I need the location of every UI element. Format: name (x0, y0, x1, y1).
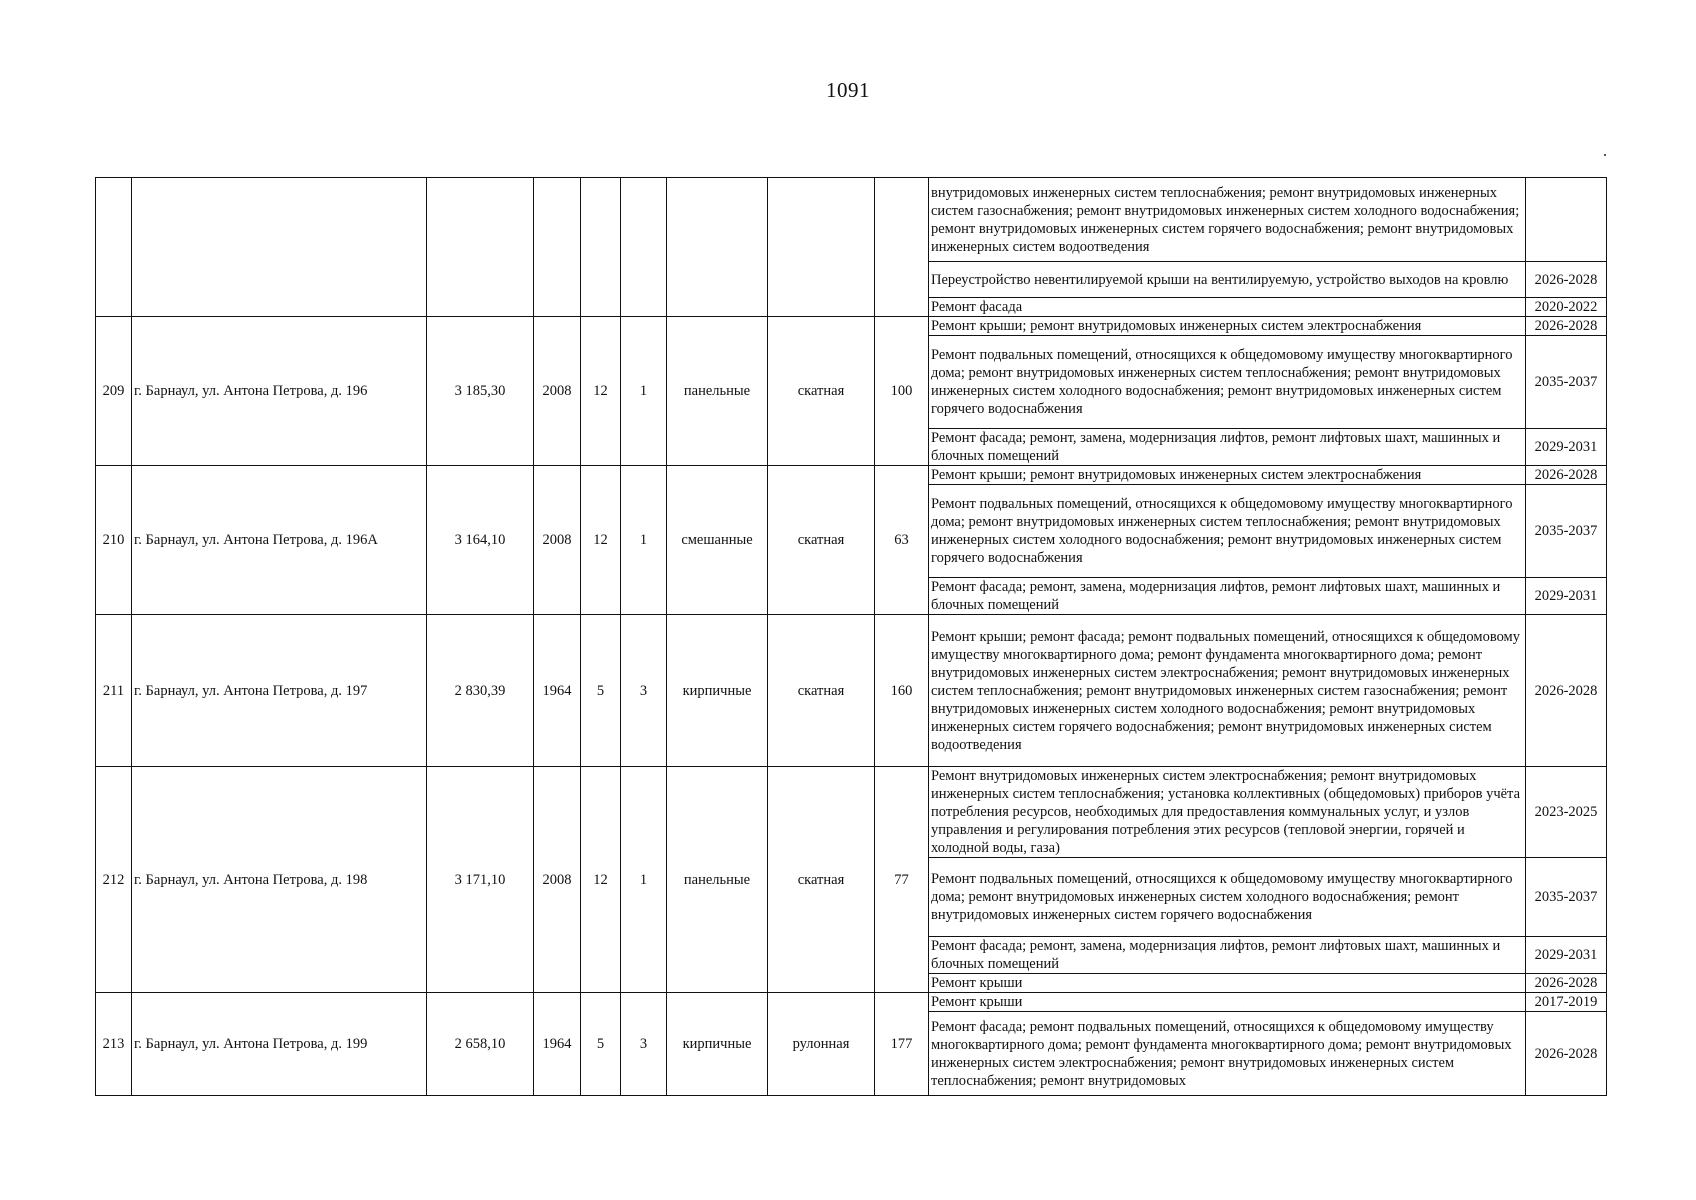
period-cell: 2026-2028 (1526, 317, 1607, 336)
roof-type-cell: скатная (768, 317, 875, 466)
roof-type-cell (768, 178, 875, 317)
row-number: 212 (96, 767, 132, 993)
floors-cell (581, 178, 621, 317)
wall-material-cell: панельные (667, 317, 768, 466)
period-cell: 2035-2037 (1526, 336, 1607, 429)
period-cell: 2026-2028 (1526, 974, 1607, 993)
works-cell: Ремонт подвальных помещений, относящихся к общедомовому имуществу многоквартирного дома; ремонт внутридомовых инженерных систем теплоснабжения; ремонт внутридомовых инженерных систем холодного водоснабжения; ремонт внутридомовых инженерных систем горячего водоснабжения (929, 485, 1526, 578)
roof-type-cell: скатная (768, 615, 875, 767)
roof-type-cell: скатная (768, 767, 875, 993)
table-row (96, 615, 1607, 767)
apartments-cell: 77 (875, 767, 929, 993)
floors-cell: 5 (581, 993, 621, 1096)
row-number (96, 178, 132, 317)
area-cell: 2 658,10 (427, 993, 534, 1096)
table-row (96, 178, 1607, 262)
entrances-cell (621, 178, 667, 317)
apartments-cell: 160 (875, 615, 929, 767)
table-row (96, 767, 1607, 858)
floors-cell: 5 (581, 615, 621, 767)
works-cell: Ремонт крыши; ремонт фасада; ремонт подвальных помещений, относящихся к общедомовому имуществу многоквартирного дома; ремонт фундамента многоквартирного дома; ремонт внутридомовых инженерных систем электроснабжения; ремонт внутридомовых инженерных систем теплоснабжения; ремонт внутридомовых инженерных систем газоснабжения; ремонт внутридомовых инженерных систем холодного водоснабжения; ремонт внутридомовых инженерных систем горячего водоснабжения; ремонт внутридомовых инженерных систем водоотведения (929, 615, 1526, 767)
period-cell: 2017-2019 (1526, 993, 1607, 1012)
entrances-cell: 1 (621, 466, 667, 615)
apartments-cell: 100 (875, 317, 929, 466)
year-cell: 1964 (534, 615, 581, 767)
works-cell: Ремонт крыши; ремонт внутридомовых инженерных систем электроснабжения (929, 317, 1526, 336)
works-cell: Ремонт подвальных помещений, относящихся к общедомовому имуществу многоквартирного дома; ремонт внутридомовых инженерных систем холодного водоснабжения; ремонт внутридомовых инженерных систем горячего водоснабжения (929, 858, 1526, 937)
address-cell: г. Барнаул, ул. Антона Петрова, д. 196 (132, 317, 427, 466)
period-cell: 2035-2037 (1526, 858, 1607, 937)
floors-cell: 12 (581, 767, 621, 993)
address-cell (132, 178, 427, 317)
area-cell: 3 185,30 (427, 317, 534, 466)
works-cell: Ремонт фасада; ремонт, замена, модернизация лифтов, ремонт лифтовых шахт, машинных и блочных помещений (929, 937, 1526, 974)
wall-material-cell: панельные (667, 767, 768, 993)
period-cell: 2026-2028 (1526, 615, 1607, 767)
year-cell: 2008 (534, 466, 581, 615)
address-cell: г. Барнаул, ул. Антона Петрова, д. 197 (132, 615, 427, 767)
year-cell: 2008 (534, 767, 581, 993)
year-cell (534, 178, 581, 317)
apartments-cell: 177 (875, 993, 929, 1096)
row-number: 209 (96, 317, 132, 466)
wall-material-cell (667, 178, 768, 317)
works-cell: внутридомовых инженерных систем теплоснабжения; ремонт внутридомовых инженерных систем газоснабжения; ремонт внутридомовых инженерных систем холодного водоснабжения; ремонт внутридомовых инженерных систем горячего водоснабжения; ремонт внутридомовых инженерных систем водоотведения (929, 178, 1526, 262)
roof-type-cell: рулонная (768, 993, 875, 1096)
floors-cell: 12 (581, 466, 621, 615)
period-cell: 2026-2028 (1526, 262, 1607, 298)
period-cell: 2020-2022 (1526, 298, 1607, 317)
works-cell: Ремонт внутридомовых инженерных систем электроснабжения; ремонт внутридомовых инженерных систем теплоснабжения; установка коллективных (общедомовых) приборов учёта потребления ресурсов, необходимых для предоставления коммунальных услуг, и узлов управления и регулирования потребления этих ресурсов (тепловой энергии, горячей и холодной воды, газа) (929, 767, 1526, 858)
table-row (96, 317, 1607, 336)
entrances-cell: 3 (621, 615, 667, 767)
period-cell: 2026-2028 (1526, 1012, 1607, 1096)
year-cell: 1964 (534, 993, 581, 1096)
period-cell: 2023-2025 (1526, 767, 1607, 858)
area-cell: 2 830,39 (427, 615, 534, 767)
period-cell: 2029-2031 (1526, 429, 1607, 466)
housing-register-table (95, 177, 1607, 1096)
address-cell: г. Барнаул, ул. Антона Петрова, д. 196А (132, 466, 427, 615)
works-cell: Ремонт фасада; ремонт, замена, модернизация лифтов, ремонт лифтовых шахт, машинных и блочных помещений (929, 578, 1526, 615)
area-cell: 3 164,10 (427, 466, 534, 615)
entrances-cell: 1 (621, 767, 667, 993)
works-cell: Переустройство невентилируемой крыши на вентилируемую, устройство выходов на кровлю (929, 262, 1526, 298)
works-cell: Ремонт фасада; ремонт, замена, модернизация лифтов, ремонт лифтовых шахт, машинных и блочных помещений (929, 429, 1526, 466)
period-cell: 2035-2037 (1526, 485, 1607, 578)
works-cell: Ремонт крыши (929, 974, 1526, 993)
floors-cell: 12 (581, 317, 621, 466)
row-number: 210 (96, 466, 132, 615)
row-number: 213 (96, 993, 132, 1096)
table-row (96, 466, 1607, 485)
wall-material-cell: кирпичные (667, 615, 768, 767)
period-cell (1526, 178, 1607, 262)
works-cell: Ремонт крыши (929, 993, 1526, 1012)
roof-type-cell: скатная (768, 466, 875, 615)
works-cell: Ремонт фасада (929, 298, 1526, 317)
year-cell: 2008 (534, 317, 581, 466)
wall-material-cell: смешанные (667, 466, 768, 615)
page-number: 1091 (826, 78, 870, 102)
apartments-cell: 63 (875, 466, 929, 615)
apartments-cell (875, 178, 929, 317)
entrances-cell: 1 (621, 317, 667, 466)
works-cell: Ремонт фасада; ремонт подвальных помещений, относящихся к общедомовому имуществу многоквартирного дома; ремонт фундамента многоквартирного дома; ремонт внутридомовых инженерных систем электроснабжения; ремонт внутридомовых инженерных систем теплоснабжения; ремонт внутридомовых (929, 1012, 1526, 1096)
entrances-cell: 3 (621, 993, 667, 1096)
scan-speck (1604, 154, 1606, 156)
address-cell: г. Барнаул, ул. Антона Петрова, д. 199 (132, 993, 427, 1096)
period-cell: 2029-2031 (1526, 578, 1607, 615)
row-number: 211 (96, 615, 132, 767)
table-row (96, 993, 1607, 1012)
address-cell: г. Барнаул, ул. Антона Петрова, д. 198 (132, 767, 427, 993)
wall-material-cell: кирпичные (667, 993, 768, 1096)
works-cell: Ремонт крыши; ремонт внутридомовых инженерных систем электроснабжения (929, 466, 1526, 485)
works-cell: Ремонт подвальных помещений, относящихся к общедомовому имуществу многоквартирного дома; ремонт внутридомовых инженерных систем теплоснабжения; ремонт внутридомовых инженерных систем холодного водоснабжения; ремонт внутридомовых инженерных систем горячего водоснабжения (929, 336, 1526, 429)
period-cell: 2026-2028 (1526, 466, 1607, 485)
area-cell (427, 178, 534, 317)
period-cell: 2029-2031 (1526, 937, 1607, 974)
area-cell: 3 171,10 (427, 767, 534, 993)
